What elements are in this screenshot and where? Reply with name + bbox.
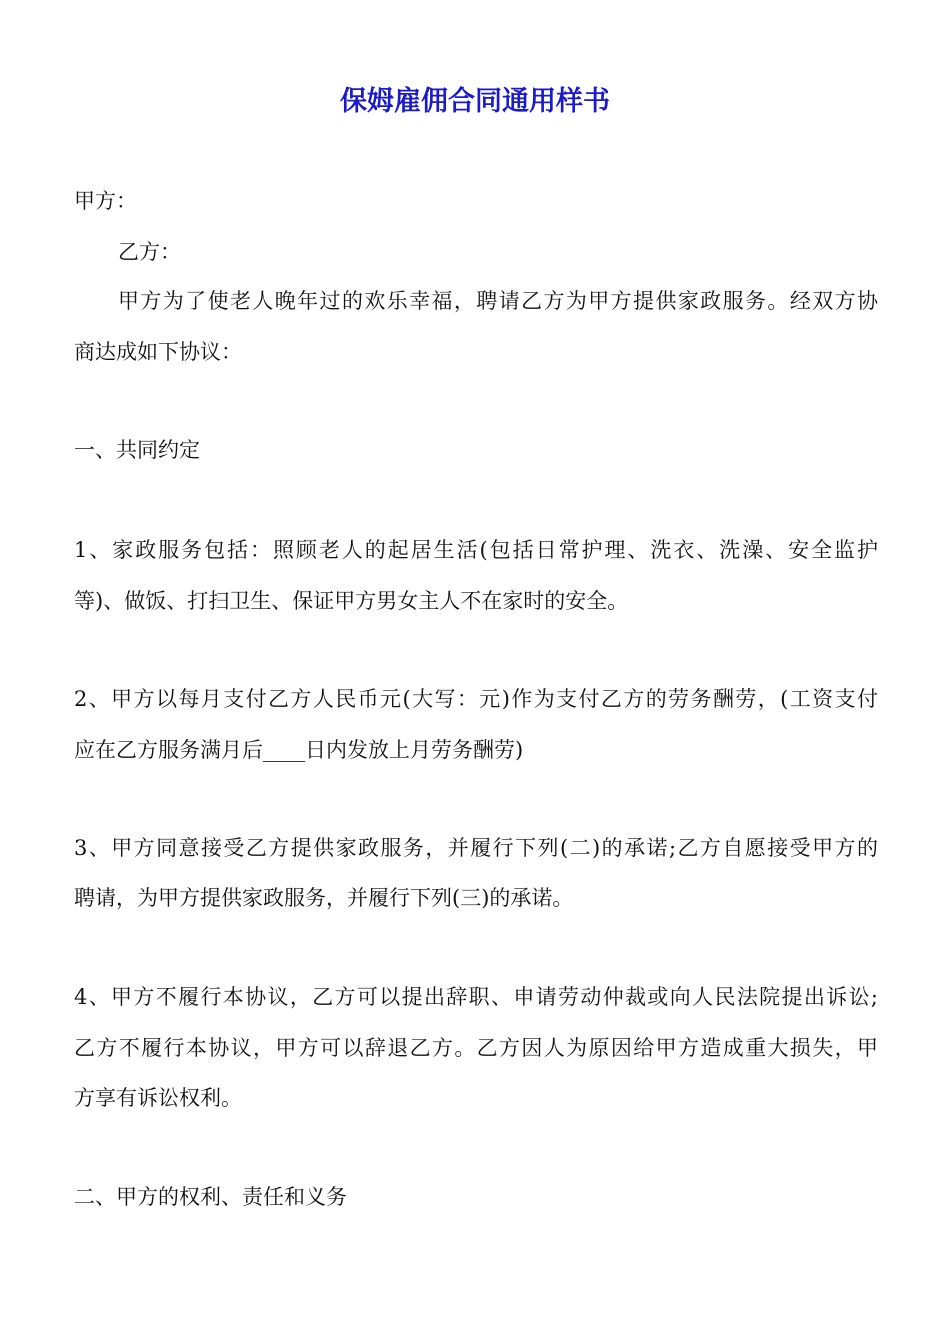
party-a-label: 甲方： [74, 189, 137, 213]
intro-line-2: 商达成如下协议： [74, 340, 242, 364]
clause-3-line-2: 聘请，为甲方提供家政服务，并履行下列(三)的承诺。 [74, 886, 574, 910]
party-b-label: 乙方： [118, 240, 181, 264]
clause-4-line-2: 乙方不履行本协议，甲方可以辞退乙方。乙方因人为原因给甲方造成重大损失，甲 [74, 1036, 878, 1060]
clause-4-line-3: 方享有诉讼权利。 [74, 1086, 242, 1110]
document-title: 保姆雇佣合同通用样书 [340, 86, 610, 117]
clause-1-line-1: 1、家政服务包括：照顾老人的起居生活(包括日常护理、洗衣、洗澡、安全监护 [74, 538, 878, 562]
clause-1-line-2: 等)、做饭、打扫卫生、保证甲方男女主人不在家时的安全。 [74, 589, 629, 613]
clause-3-line-1: 3、甲方同意接受乙方提供家政服务，并履行下列(二)的承诺;乙方自愿接受甲方的 [74, 836, 878, 860]
intro-line-1: 甲方为了使老人晚年过的欢乐幸福，聘请乙方为甲方提供家政服务。经双方协 [118, 289, 878, 313]
section-heading-party-a-rights: 二、甲方的权利、责任和义务 [74, 1185, 347, 1209]
clause-2-line-2: 应在乙方服务满月后____日内发放上月劳务酬劳) [74, 738, 524, 762]
section-heading-common-agreement: 一、共同约定 [74, 438, 200, 462]
clause-4-line-1: 4、甲方不履行本协议，乙方可以提出辞职、申请劳动仲裁或向人民法院提出诉讼; [74, 985, 878, 1009]
clause-2-line-1: 2、甲方以每月支付乙方人民币元(大写：元)作为支付乙方的劳务酬劳，(工资支付 [74, 687, 878, 711]
